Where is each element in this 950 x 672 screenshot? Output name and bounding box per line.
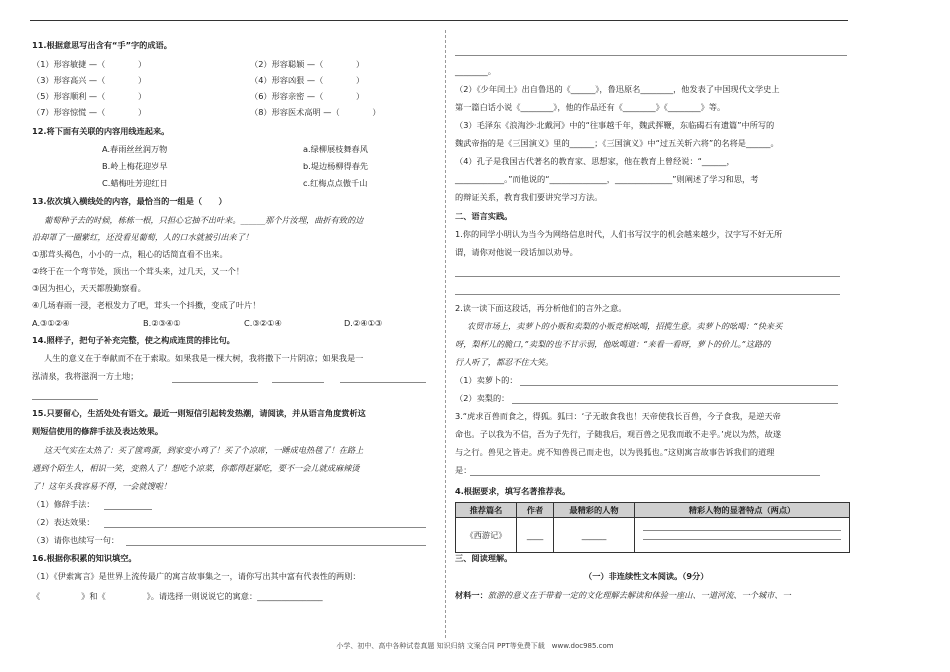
q13-option: ④几场春雨一浸，老根发力了吧，茸头一个抖擞，变成了叶片！ xyxy=(32,300,261,310)
answer-line[interactable] xyxy=(470,475,820,476)
q12-title: 12.将下面有关联的内容用线连起来。 xyxy=(32,126,170,136)
q13-choice: C.③②①④ xyxy=(244,318,282,328)
answer-line[interactable] xyxy=(340,382,426,383)
q13-title: 13.依次填入横线处的内容，最恰当的一组是（ ） xyxy=(32,196,227,206)
q12-right-item: b.堤边杨柳得春先 xyxy=(303,161,369,171)
table-header: 精彩人物的显著特点（两点） xyxy=(635,503,850,518)
q13-option: ③因为担心，天天都殷勤察看。 xyxy=(32,283,146,293)
r4: 的辩证关系，教育我们要讲究学习方法。 xyxy=(455,192,603,202)
answer-line[interactable] xyxy=(32,399,98,400)
answer-line[interactable] xyxy=(104,527,426,528)
table-header: 最精彩的人物 xyxy=(554,503,635,518)
r3: （3）毛泽东《浪淘沙·北戴河》中的“往事越千年，魏武挥鞭，东临碣石有遗篇”中所写的 xyxy=(455,120,775,130)
section-3-heading: 三、阅读理解。 xyxy=(455,553,513,563)
p3: 与之行。兽见之皆走。虎不知兽畏己而走也，以为畏狐也。”这则寓言故事告诉我们的道理 xyxy=(455,447,775,457)
q13-option: ②终于在一个弯节处，顶出一个茸头来，过几天，又一个！ xyxy=(32,266,245,276)
q15-sms: 了！这年头我容易不得，一会就馊啦！ xyxy=(32,481,172,491)
subsection-title: （一）非连续性文本阅读。（9分） xyxy=(584,571,709,581)
q13-option: ①那茸头褐色，小小的一点，粗心的话简直看不出来。 xyxy=(32,249,228,259)
q13-passage: 沿却罩了一圈紫红，还没看见葡萄，人的口水就被引出来了！ xyxy=(32,232,254,242)
table-cell[interactable]: ______ xyxy=(554,518,635,553)
q15-sub: （3）请你也续写一句： xyxy=(32,535,120,545)
q11-item: （5）形容顺利 —（ ） xyxy=(32,91,147,101)
q13-choice: D.②④①③ xyxy=(344,318,383,328)
p3: 是： xyxy=(455,465,472,475)
q12-left-item: C.蜡梅吐芳迎红日 xyxy=(102,178,168,188)
q12-right-item: a.绿柳展枝舞春风 xyxy=(303,144,368,154)
answer-line[interactable] xyxy=(512,403,838,404)
answer-line[interactable] xyxy=(455,55,847,56)
q11-item: （7）形容惊慌 —（ ） xyxy=(32,107,147,117)
answer-line[interactable] xyxy=(126,545,426,546)
q15-title: 则短信使用的修辞手法及表达效果。 xyxy=(32,426,164,436)
p2-passage: 呀，梨杯儿的脆口，”卖梨的也不甘示弱，他吆喝道：“来看一看呀，萝卜的价儿。”这路的 xyxy=(455,339,771,349)
q12-left-item: A.春雨丝丝润万物 xyxy=(102,144,168,154)
p2-sub: （1）卖萝卜的： xyxy=(455,375,518,385)
book-recommendation-table xyxy=(455,502,850,553)
p3: 3.“虎求百兽而食之，得狐。狐曰：‘子无敢食我也！天帝使我长百兽，今子食我，是逆天帝 xyxy=(455,411,781,421)
q11-item: （1）形容敏捷 —（ ） xyxy=(32,59,147,69)
answer-line[interactable] xyxy=(272,382,324,383)
top-rule xyxy=(30,20,848,21)
q14-text: 人生的意义在于奉献而不在于索取。如果我是一棵大树，我将撒下一片阴凉；如果我是一 xyxy=(44,353,364,363)
table-cell: 《西游记》 xyxy=(456,518,517,553)
q11-item: （6）形容亲密 —（ ） xyxy=(250,91,365,101)
q11-item: （4）形容凶狠 —（ ） xyxy=(250,75,365,85)
material-text: 旅游的意义在于带着一定的文化理解去解读和体验一座山、一道河流、一个城市、一 xyxy=(487,590,791,600)
q16-line: 《 》和《 》。请选择一则说说它的寓意：________________ xyxy=(32,591,323,601)
r1: ________。 xyxy=(455,66,496,76)
p2-passage: 农贸市场上，卖萝卜的小贩和卖梨的小贩竞相吆喝，招揽生意。卖萝卜的吆喝：“快来买 xyxy=(467,321,783,331)
table-cell-features[interactable] xyxy=(635,518,850,553)
q11-item: （8）形容医术高明 —（ ） xyxy=(250,107,381,117)
table-cell[interactable]: ____ xyxy=(517,518,554,553)
q12-left-item: B.岭上梅花迎岁早 xyxy=(102,161,168,171)
answer-line[interactable] xyxy=(643,530,841,531)
p1: 1.你的同学小明认为当今为网络信息时代，人们书写汉字的机会越来越少，汉字写不好无所 xyxy=(455,229,783,239)
p2: 2.读一读下面这段话，再分析他们的言外之意。 xyxy=(455,303,627,313)
q12-right-item: c.红梅点点傲千山 xyxy=(303,178,368,188)
section-2-heading: 二、语言实践。 xyxy=(455,211,513,221)
p1: 谓，请你对他说一段话加以劝导。 xyxy=(455,247,578,257)
table-header: 推荐篇名 xyxy=(456,503,517,518)
r2: 第一篇白话小说《________》，他的作品还有《________》《________》等。 xyxy=(455,102,726,112)
answer-line[interactable] xyxy=(643,539,841,540)
p2-passage: 行人听了，都忍不住大笑。 xyxy=(455,357,554,367)
q15-sms: 这天气实在太热了：买了箧鸡蛋，到家变小鸡了！买了个凉席，一睡成电热毯了！在路上 xyxy=(44,445,364,455)
r4: ____________。”而他说的“______________，______________”则阐述了学习和思，考 xyxy=(455,174,759,184)
q14-title: 14.照样子，把句子补充完整，使之构成连贯的排比句。 xyxy=(32,335,235,345)
q11-item: （3）形容高兴 —（ ） xyxy=(32,75,147,85)
material-line xyxy=(455,590,791,601)
answer-line[interactable] xyxy=(455,276,840,277)
q13-choice: A.③①②④ xyxy=(32,318,70,328)
answer-line[interactable] xyxy=(520,385,838,386)
r3: 魏武帝指的是《三国演义》里的______；《三国演义》中“过五关斩六将”的名将是______。 xyxy=(455,138,779,148)
q15-title: 15.只要留心，生活处处有语文。最近一则短信引起转发热潮，请阅读，并从语言角度赏析这 xyxy=(32,408,366,418)
answer-line[interactable] xyxy=(104,509,152,510)
q15-sms: 遇到个陌生人，相识一笑，变熟人了！想吃个凉菜，你都得赶紧吃，要不一会儿就成麻辣烫 xyxy=(32,463,360,473)
r4: （4）孔子是我国古代著名的教育家、思想家，他在教育上曾经说：“______， xyxy=(455,156,735,166)
q16-line: （1）《伊索寓言》是世界上流传最广的寓言故事集之一，请你写出其中富有代表性的两则： xyxy=(32,571,361,581)
q11-item: （2）形容聪颖 —（ ） xyxy=(250,59,365,69)
q14-text: 泓清泉，我将滋润一方土地； xyxy=(32,371,139,381)
q13-passage: 葡萄种子去的时候，栋栋一根，只担心它抽不出叶来。______那个片汝埋，曲折有致的边 xyxy=(44,215,364,225)
q13-choice: B.②③④① xyxy=(143,318,181,328)
p3: 命也。子以我为不信，吾为子先行，子随我后，观百兽之见我而敢不走乎。’虎以为然，故遂 xyxy=(455,429,782,439)
p4: 4.根据要求，填写名著推荐表。 xyxy=(455,486,571,496)
q11-title: 11.根据意思写出含有“手”字的成语。 xyxy=(32,40,172,50)
q15-sub: （2）表达效果： xyxy=(32,517,95,527)
q15-sub: （1）修辞手法： xyxy=(32,499,95,509)
p2-sub: （2）卖梨的： xyxy=(455,393,510,403)
page-footer: 小学、初中、高中各种试卷真题 知识归纳 文案合同 PPT等免费下载 www.doc985.com xyxy=(336,642,614,650)
material-label: 材料一： xyxy=(455,590,488,600)
answer-line[interactable] xyxy=(172,382,258,383)
q16-title: 16.根据你积累的知识填空。 xyxy=(32,553,137,563)
r2: （2）《少年闰土》出自鲁迅的《______》，鲁迅原名________，他发表了中国现代文学史上 xyxy=(455,84,780,94)
column-divider xyxy=(445,30,446,638)
table-header: 作者 xyxy=(517,503,554,518)
answer-line[interactable] xyxy=(455,294,840,295)
